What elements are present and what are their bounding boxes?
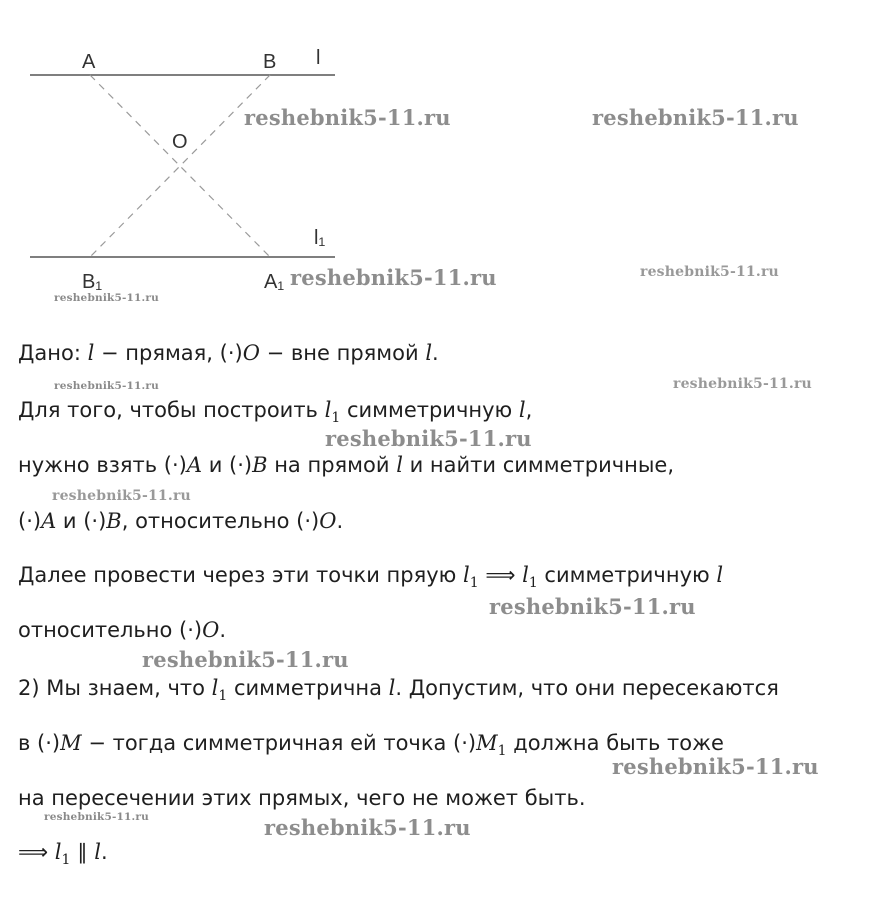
watermark: reshebnik5-11.ru	[290, 265, 497, 290]
label-o: O	[172, 131, 188, 153]
watermark: reshebnik5-11.ru	[592, 105, 799, 130]
label-l1: l₁	[314, 227, 326, 249]
watermark: reshebnik5-11.ru	[325, 426, 532, 451]
label-b: B	[263, 51, 277, 73]
watermark: reshebnik5-11.ru	[673, 376, 812, 392]
label-l: l	[316, 47, 321, 69]
watermark: reshebnik5-11.ru	[244, 105, 451, 130]
label-a: A	[82, 51, 96, 73]
watermark: reshebnik5-11.ru	[52, 488, 191, 504]
text-line-relative-o: относительно (·)O.	[18, 618, 227, 642]
label-a1: A₁	[264, 271, 285, 293]
text-line-relative: (·)A и (·)B, относительно (·)O.	[18, 509, 344, 533]
watermark: reshebnik5-11.ru	[44, 811, 149, 823]
watermark: reshebnik5-11.ru	[142, 647, 349, 672]
watermark: reshebnik5-11.ru	[640, 264, 779, 280]
text-line-draw: Далее провести через эти точки пряую $l_1$ ⟹ $l_1$ симметричную l	[18, 563, 724, 592]
text-line-given: Дано: l − прямая, (·)O − вне прямой l.	[18, 341, 439, 365]
text-line-point-m: в (·)M − тогда симметричная ей точка $(\cdot)M_1$ должна быть тоже	[18, 731, 724, 760]
text-line-conclusion: ⟹ $l_1$ ∥ l.	[18, 840, 108, 869]
watermark: reshebnik5-11.ru	[264, 815, 471, 840]
watermark: reshebnik5-11.ru	[489, 594, 696, 619]
watermark: reshebnik5-11.ru	[612, 754, 819, 779]
text-line-take-points: нужно взять (·)A и (·)B на прямой l и найти симметричные,	[18, 453, 675, 477]
watermark: reshebnik5-11.ru	[54, 292, 159, 304]
text-line-impossible: на пересечении этих прямых, чего не может быть.	[18, 786, 586, 810]
label-b1: B₁	[82, 271, 103, 293]
watermark: reshebnik5-11.ru	[54, 380, 159, 392]
text-line-construct: Для того, чтобы построить $l_1$ симметричную l,	[18, 398, 533, 427]
text-line-part2: 2) Мы знаем, что $l_1$ симметрична l. Допустим, что они пересекаются	[18, 676, 779, 705]
